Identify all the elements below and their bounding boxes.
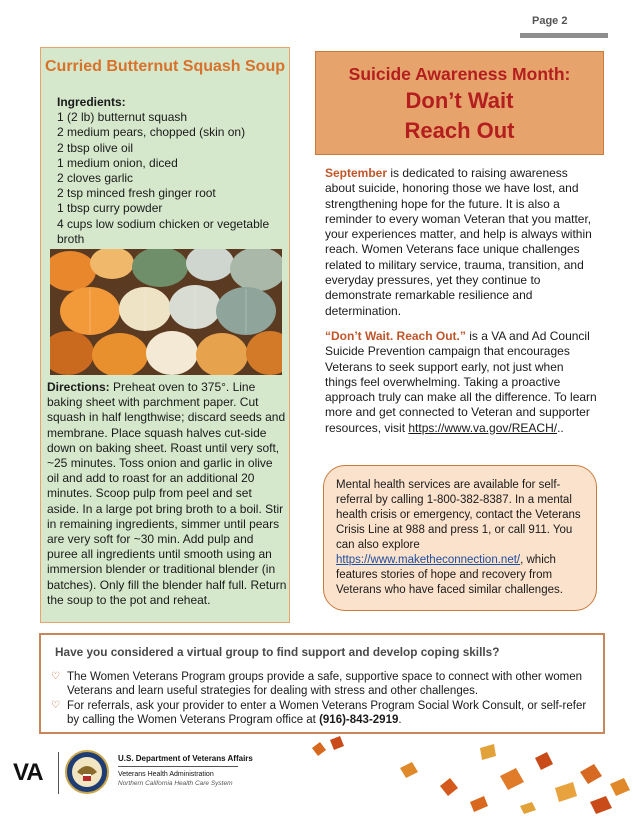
directions-text: Preheat oven to 375°. Line baking sheet with parchment paper. Cut squash in half lengthwise; discard seeds and membrane. Place squash halves cut-side down on baking sheet. Roast until very soft, ~25 minutes. Toss onion and garlic in olive oil and add to roast for an additional 20 minutes. Scoop pulp from peel and set aside. In a large pot bring broth to a boil. Stir in remaining ingredients, simmer until pears are very soft for ~30 min. Add pulp and puree all ingredients until smooth using an immersion blender or traditional blender (in batches). Only fill the blender half full. Return the soup to the pot and reheat. (47, 380, 287, 607)
ingredient-item: 1 (2 lb) butternut squash (57, 110, 188, 125)
page-number-rule (520, 33, 608, 38)
vha-name: Veterans Health Administration (118, 771, 214, 778)
virtual-group-question: Have you considered a virtual group to find support and develop coping skills? (55, 645, 500, 659)
awareness-title-line3: Reach Out (404, 118, 515, 143)
ingredient-item: 2 medium pears, chopped (skin on) (57, 125, 246, 140)
campaign-paragraph-text: is a VA and Ad Council Suicide Prevention campaign that encourages Veterans to seek support early, not just when things feel overwhelming. Taking a proactive approach truly can make all the difference. To learn more and get connected to Veteran and supporter resources, visit (325, 329, 597, 435)
mental-health-box (323, 465, 597, 611)
mental-health-text-part1: Mental health services are available for self-referral by calling 1-800-382-8387. In a mental health crisis or emergency, contact the Veterans Crisis Line at 988 and press 1, or call 911. You can also explore (336, 479, 581, 551)
squash-photo (50, 249, 282, 375)
department-name: U.S. Department of Veterans Affairs (118, 754, 253, 763)
virtual-group-box (39, 633, 605, 734)
recipe-title: Curried Butternut Squash Soup (45, 58, 285, 75)
logo-divider (58, 752, 59, 794)
mental-health-text-part2: , which features stories of hope and recovery from Veterans who have faced similar challenges. (336, 554, 563, 596)
wvp-phone-number: (916)-843-2919 (319, 714, 399, 727)
awareness-title-line1: Suicide Awareness Month: (348, 64, 571, 84)
heart-outline-icon: ♡ (51, 671, 60, 682)
footer-rule (118, 766, 238, 767)
autumn-leaves-decoration (290, 728, 633, 816)
virtual-group-item-end: . (398, 714, 402, 727)
awareness-title-box (315, 51, 604, 155)
ingredients-list (57, 95, 285, 247)
month-highlight: September (325, 166, 388, 180)
awareness-paragraph (325, 166, 597, 319)
campaign-name: “Don’t Wait. Reach Out.” (325, 329, 466, 343)
ingredients-heading: Ingredients: (57, 95, 126, 109)
ingredient-item: 4 cups low sodium chicken or vegetable broth (57, 216, 270, 246)
page-number: Page 2 (532, 15, 568, 27)
campaign-paragraph-tail: .. (557, 420, 564, 435)
va-logo: VA (13, 759, 43, 786)
maketheconnection-link[interactable]: https://www.maketheconnection.net/ (336, 554, 521, 566)
ingredient-item: 1 tbsp curry powder (57, 201, 163, 216)
awareness-title-line2: Don’t Wait (405, 88, 514, 113)
mental-health-text (336, 478, 594, 598)
awareness-paragraph-text: is dedicated to raising awareness about suicide, honoring those we have lost, and strengthening hope for the future. It is also a reminder to every woman Veteran that you matter, your experiences matter, and help is always within reach. Women Veterans face unique challenges related to military service, trauma, transition, and everyday pressures, yet they continue to demonstrate remarkable resilience and determination. (325, 166, 592, 318)
directions-heading: Directions: (47, 380, 110, 394)
ingredient-item: 1 medium onion, diced (57, 155, 178, 170)
ingredient-item: 2 tbsp olive oil (57, 140, 134, 155)
ingredient-item: 2 cloves garlic (57, 171, 134, 186)
ingredient-item: 2 tsp minced fresh ginger root (57, 186, 216, 201)
reach-link[interactable]: https://www.va.gov/REACH/ (408, 420, 558, 435)
health-care-system-name: Northern California Health Care System (118, 780, 233, 787)
virtual-group-item: The Women Veterans Program groups provide a safe, supportive space to connect with other women Veterans and learn useful strategies for dealing with stress and other challenges. (67, 671, 583, 698)
heart-outline-icon: ♡ (51, 700, 60, 711)
va-seal-icon (65, 750, 109, 794)
virtual-group-item (67, 699, 597, 728)
campaign-paragraph (325, 329, 597, 436)
recipe-directions (47, 380, 287, 608)
virtual-group-item-text: For referrals, ask your provider to enter a Women Veterans Program Social Work Consult, or self-refer by calling the Women Veterans Program office at (67, 700, 587, 727)
